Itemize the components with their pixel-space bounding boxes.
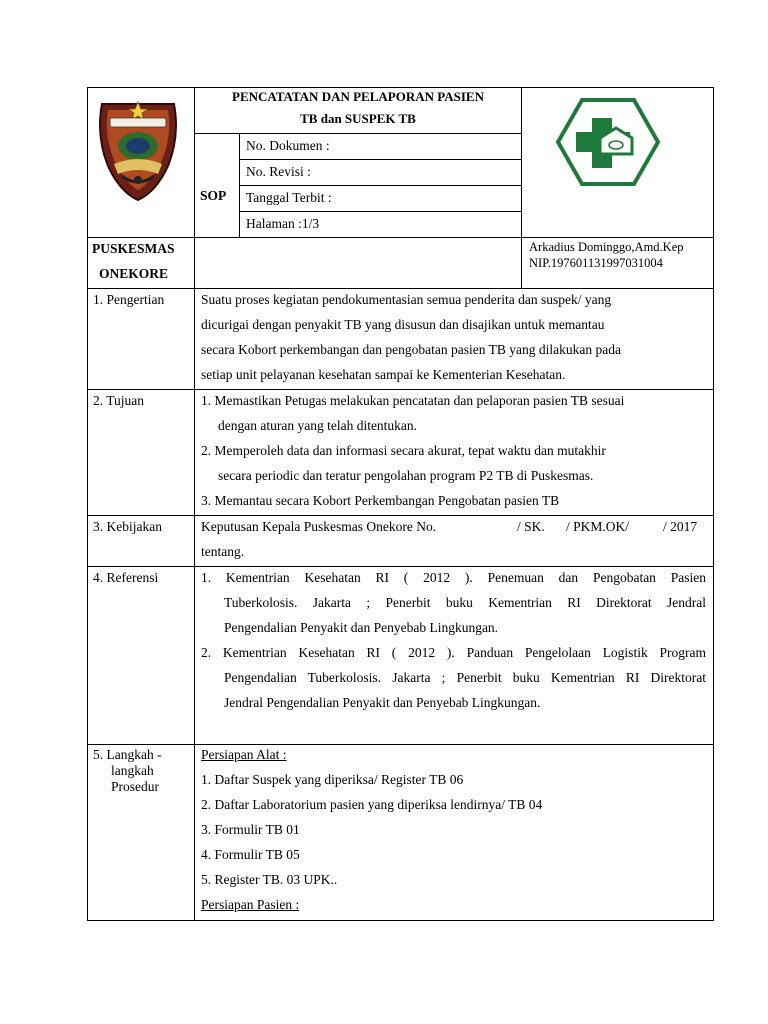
pengertian-line: setiap unit pelayanan kesehatan sampai ke Kementerian Kesehatan.: [201, 367, 566, 382]
referensi-line: Pengendalian Tuberkolosis. Jakarta ; Penerbit buku Kementrian RI Direktorat: [224, 670, 706, 685]
document-title-line2: TB dan SUSPEK TB: [300, 111, 416, 126]
kebijakan-text: Keputusan Kepala Puskesmas Onekore No.: [201, 519, 437, 534]
section-label-pengertian: 1. Pengertian: [93, 292, 165, 307]
kebijakan-pkm: / PKM.OK/: [566, 519, 630, 534]
persiapan-alat-item: 3. Formulir TB 01: [201, 822, 300, 837]
tujuan-line: 3. Memantau secara Kobort Perkembangan Pengobatan pasien TB: [201, 493, 560, 508]
tujuan-line: 1. Memastikan Petugas melakukan pencatatan dan pelaporan pasien TB sesuai: [201, 393, 625, 408]
kebijakan-year: / 2017: [663, 519, 698, 534]
tujuan-line: secara periodic dan teratur pengolahan program P2 TB di Puskesmas.: [218, 468, 594, 483]
kebijakan-sk: / SK.: [517, 519, 545, 534]
section-label-langkah: langkah: [111, 763, 154, 778]
tujuan-line: 2. Memperoleh data dan informasi secara akurat, tepat waktu dan mutakhir: [201, 443, 606, 458]
section-label-langkah: Prosedur: [111, 779, 159, 794]
field-no-dokumen: No. Dokumen :: [246, 138, 330, 153]
persiapan-alat-item: 5. Register TB. 03 UPK..: [201, 872, 338, 887]
sop-label: SOP: [200, 188, 227, 203]
section-label-langkah: 5. Langkah -: [93, 747, 162, 762]
persiapan-alat-item: 1. Daftar Suspek yang diperiksa/ Register TB 06: [201, 772, 464, 787]
persiapan-alat-item: 2. Daftar Laboratorium pasien yang diperiksa lendirnya/ TB 04: [201, 797, 543, 812]
org-name-line2: ONEKORE: [99, 266, 169, 281]
field-no-revisi: No. Revisi :: [246, 164, 311, 179]
pengertian-line: secara Kobort perkembangan dan pengobatan pasien TB yang dilakukan pada: [201, 342, 621, 357]
regional-crest-logo: [92, 96, 184, 204]
signatory-nip: NIP.197601131997031004: [529, 256, 663, 270]
referensi-line: 1. Kementrian Kesehatan RI ( 2012 ). Penemuan dan Pengobatan Pasien: [201, 570, 706, 585]
persiapan-alat-heading: Persiapan Alat :: [201, 747, 287, 762]
tujuan-line: dengan aturan yang telah ditentukan.: [218, 418, 418, 433]
referensi-line: 2. Kementrian Kesehatan RI ( 2012 ). Panduan Pengelolaan Logistik Program: [201, 645, 706, 660]
kebijakan-tentang: tentang.: [201, 544, 245, 559]
persiapan-pasien-heading: Persiapan Pasien :: [201, 897, 300, 912]
referensi-line: Pengendalian Penyakit dan Penyebab Lingkungan.: [224, 620, 499, 635]
referensi-line: Tuberkolosis. Jakarta ; Penerbit buku Kementrian RI Direktorat Jendral: [224, 595, 706, 610]
section-label-tujuan: 2. Tujuan: [93, 393, 145, 408]
org-name-line1: PUSKESMAS: [92, 241, 175, 256]
pengertian-line: dicurigai dengan penyakit TB yang disusun dan disajikan untuk memantau: [201, 317, 605, 332]
puskesmas-cross-logo: [556, 98, 660, 186]
document-title-line1: PENCATATAN DAN PELAPORAN PASIEN: [232, 89, 484, 104]
persiapan-alat-item: 4. Formulir TB 05: [201, 847, 300, 862]
section-label-kebijakan: 3. Kebijakan: [93, 519, 162, 534]
field-tanggal-terbit: Tanggal Terbit :: [246, 190, 332, 205]
signatory-name: Arkadius Dominggo,Amd.Kep: [529, 240, 684, 254]
referensi-line: Jendral Pengendalian Penyakit dan Penyebab Lingkungan.: [224, 695, 541, 710]
field-halaman: Halaman :1/3: [246, 216, 320, 231]
pengertian-line: Suatu proses kegiatan pendokumentasian semua penderita dan suspek/ yang: [201, 292, 612, 307]
section-label-referensi: 4. Referensi: [93, 570, 159, 585]
